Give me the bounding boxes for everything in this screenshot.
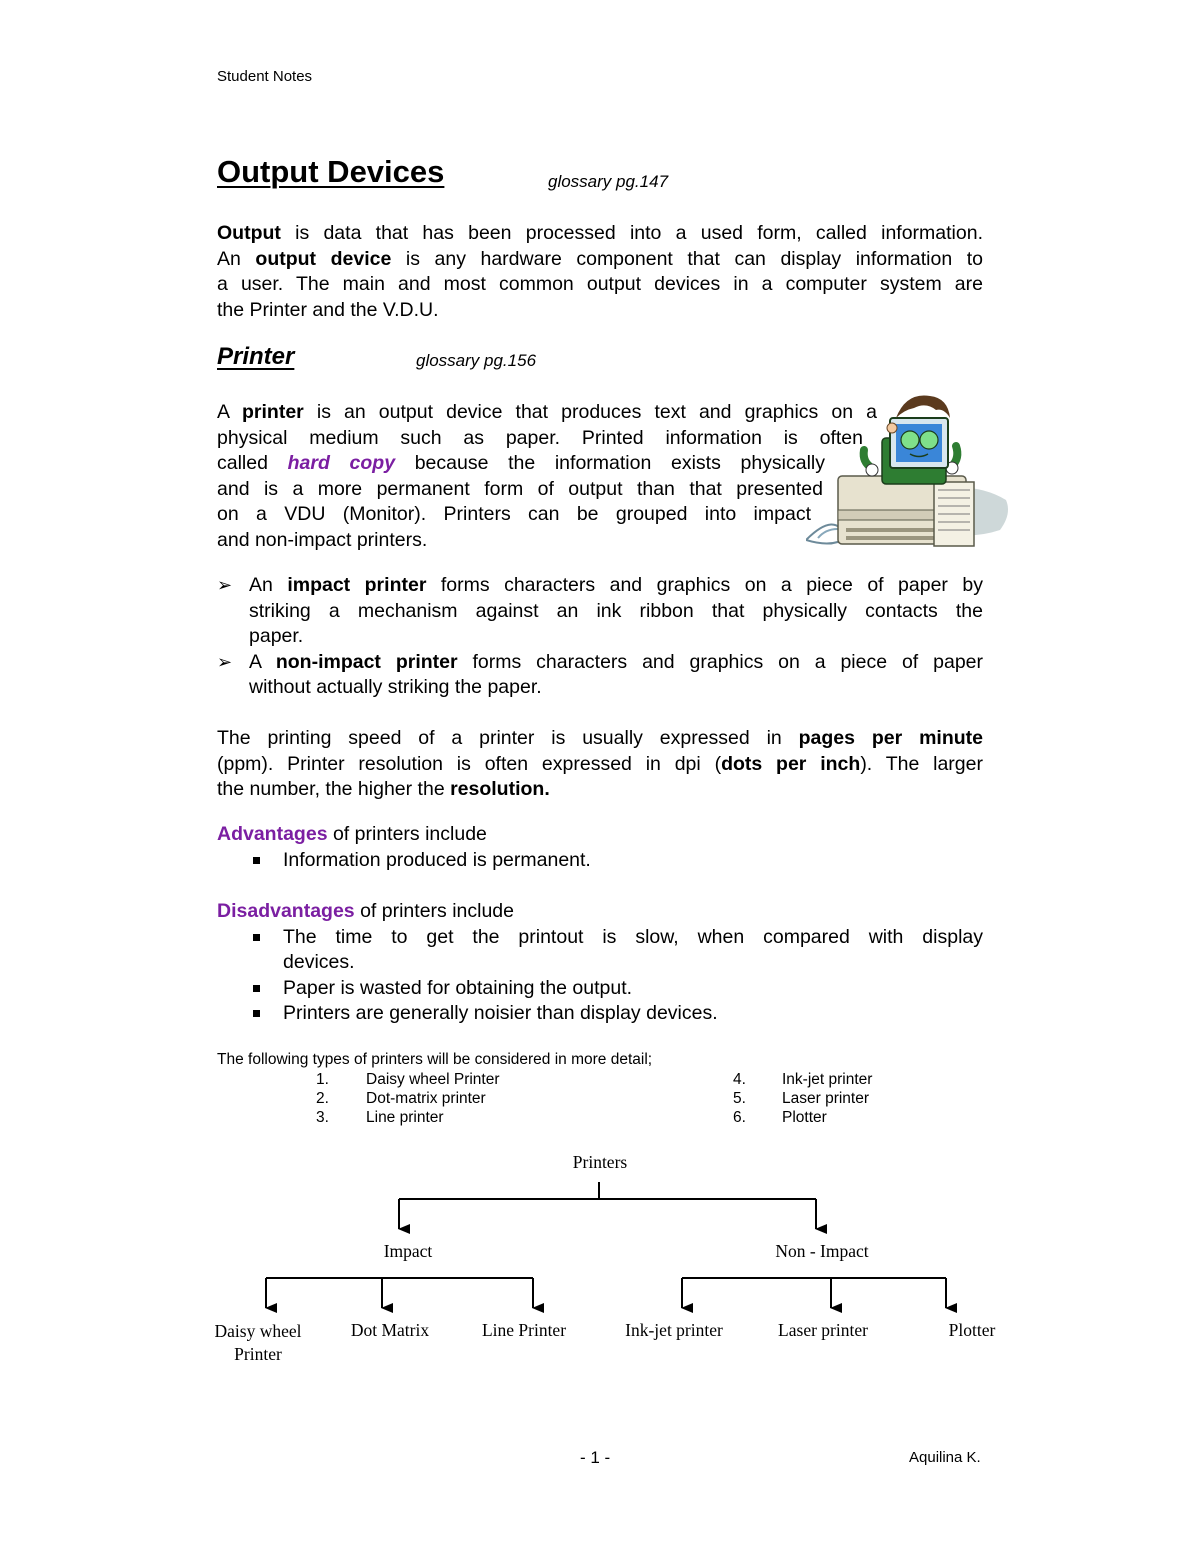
tree-node-non-impact: Non - Impact [775, 1241, 869, 1261]
tree-leaf-laser: Laser printer [778, 1320, 868, 1340]
bullet-impact-line-2: striking a mechanism against an ink ribbon that physically contacts the [249, 599, 983, 622]
advantages-heading: Advantages of printers include [217, 823, 487, 845]
tree-leaf-inkjet: Ink-jet printer [625, 1320, 723, 1340]
list-item: Ink-jet printer [782, 1071, 873, 1088]
speed-line-1: The printing speed of a printer is usually expressed in pages per minute [217, 727, 983, 749]
disadvantage-item-1: The time to get the printout is slow, when compared with display devices. [217, 925, 983, 976]
bullet-impact-line-1: An impact printer forms characters and graphics on a piece of paper by [249, 574, 983, 596]
speed-line-3: the number, the higher the resolution. [217, 778, 550, 800]
tree-node-impact: Impact [383, 1241, 433, 1261]
disadvantage-item-2: Paper is wasted for obtaining the output. [217, 976, 983, 1002]
list-number: 1. [316, 1071, 329, 1088]
printer-line-6: and non-impact printers. [217, 528, 428, 551]
speed-line-2: (ppm). Printer resolution is often expressed in dpi (dots per inch). The larger [217, 752, 983, 775]
page-number: - 1 - [580, 1448, 611, 1467]
printer-line-3: called hard copy because the information exists physically [217, 452, 826, 474]
intro-line-2: An output device is any hardware component that can display information to [217, 247, 983, 270]
intro-line-3: a user. The main and most common output devices in a computer system are [217, 273, 983, 295]
bullet-non-impact-line-1: A non-impact printer forms characters and graphics on a piece of paper [249, 650, 984, 673]
printer-line-4: and is a more permanent form of output than that presented [217, 477, 823, 500]
hard-copy-term: hard copy [287, 452, 396, 474]
advantage-item: Information produced is permanent. [217, 848, 983, 874]
tree-leaf-daisy-wheel: Daisy wheel Printer [214, 1321, 302, 1364]
list-number: 4. [733, 1071, 746, 1088]
printer-line-2: physical medium such as paper. Printed information is often [217, 426, 863, 449]
glossary-ref-printer: glossary pg.156 [416, 351, 537, 370]
intro-line-1: Output is data that has been processed into a used form, called information. [217, 222, 983, 244]
printer-section-title: Printer [217, 343, 295, 370]
list-item: Daisy wheel Printer [366, 1071, 500, 1088]
tree-leaf-plotter: Plotter [948, 1320, 996, 1340]
arrow-bullet-icon: ➢ [217, 651, 233, 672]
tree-node-printers: Printers [572, 1152, 628, 1172]
disadvantages-heading: Disadvantages of printers include [217, 900, 514, 922]
list-number: 2. [316, 1090, 329, 1107]
list-item: Line printer [366, 1109, 444, 1126]
disadvantage-item-3: Printers are generally noisier than display devices. [217, 1001, 983, 1027]
list-number: 6. [733, 1109, 746, 1126]
intro-line-4: the Printer and the V.D.U. [217, 298, 439, 321]
footer-author: Aquilina K. [909, 1449, 981, 1466]
list-number: 5. [733, 1090, 746, 1107]
printer-types-intro: The following types of printers will be considered in more detail; [217, 1051, 653, 1068]
glossary-ref-output: glossary pg.147 [548, 172, 669, 191]
tree-leaf-dot-matrix: Dot Matrix [350, 1320, 430, 1340]
header-note: Student Notes [217, 68, 313, 85]
bullet-non-impact-line-2: without actually striking the paper. [249, 676, 542, 698]
printer-line-1: A printer is an output device that produces text and graphics on a [217, 401, 877, 423]
list-item: Plotter [782, 1109, 827, 1126]
page-title: Output Devices [217, 154, 445, 189]
tree-leaf-line-printer: Line Printer [481, 1320, 567, 1340]
list-number: 3. [316, 1109, 329, 1126]
list-item: Laser printer [782, 1090, 870, 1107]
printer-line-5: on a VDU (Monitor). Printers can be grouped into impact [217, 503, 811, 525]
arrow-bullet-icon: ➢ [217, 575, 233, 595]
bullet-impact-line-3: paper. [249, 625, 304, 647]
list-item: Dot-matrix printer [366, 1090, 486, 1107]
